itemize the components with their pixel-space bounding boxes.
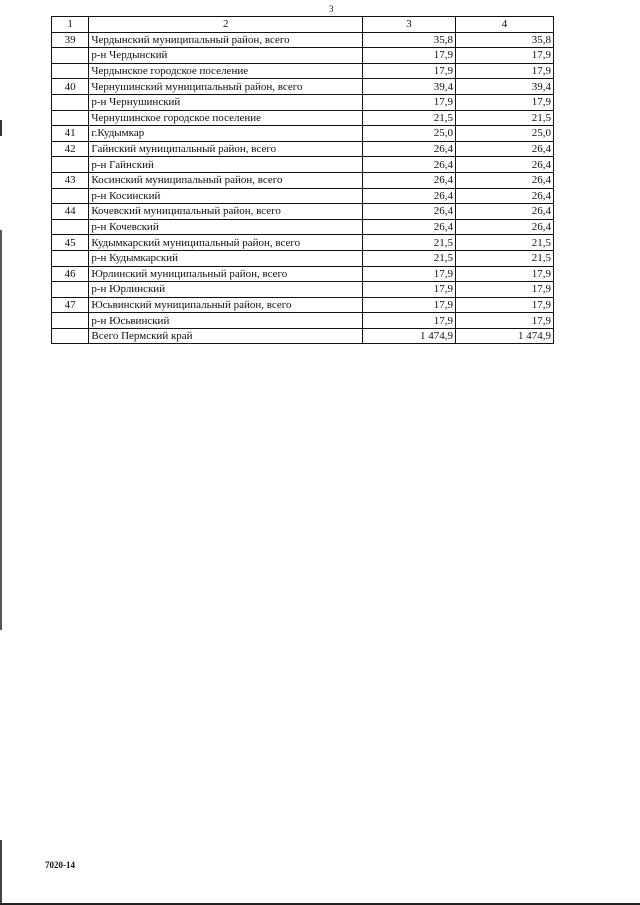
row-number — [52, 328, 89, 344]
table-row — [52, 63, 554, 79]
table-row — [52, 204, 554, 220]
row-name: Косинский муниципальный район, всего — [89, 172, 363, 188]
value-col4: 26,4 — [456, 219, 554, 235]
table-header — [52, 17, 554, 33]
value-col4: 26,4 — [456, 188, 554, 204]
value-col3: 39,4 — [363, 79, 456, 95]
value-col3: 35,8 — [363, 32, 456, 48]
row-number: 44 — [52, 204, 89, 220]
value-col4: 17,9 — [456, 63, 554, 79]
row-number — [52, 157, 89, 173]
value-col4: 1 474,9 — [456, 328, 554, 344]
value-col3: 17,9 — [363, 94, 456, 110]
row-name: Юрлинский муниципальный район, всего — [89, 266, 363, 282]
table-row — [52, 48, 554, 64]
value-col3: 26,4 — [363, 188, 456, 204]
value-col3: 26,4 — [363, 219, 456, 235]
value-col3: 17,9 — [363, 266, 456, 282]
value-col4: 26,4 — [456, 141, 554, 157]
header-row — [52, 17, 554, 33]
row-number: 42 — [52, 141, 89, 157]
value-col3: 21,5 — [363, 110, 456, 126]
row-name: р-н Юрлинский — [89, 282, 363, 298]
table-row — [52, 126, 554, 142]
row-name: р-н Кудымкарский — [89, 250, 363, 266]
row-name: р-н Юсьвинский — [89, 313, 363, 329]
table-row — [52, 141, 554, 157]
row-name: Чернушинский муниципальный район, всего — [89, 79, 363, 95]
row-name: Кочевский муниципальный район, всего — [89, 204, 363, 220]
value-col3: 17,9 — [363, 282, 456, 298]
value-col4: 17,9 — [456, 94, 554, 110]
value-col3: 21,5 — [363, 235, 456, 251]
value-col4: 17,9 — [456, 48, 554, 64]
row-number: 40 — [52, 79, 89, 95]
value-col3: 17,9 — [363, 297, 456, 313]
value-col3: 17,9 — [363, 313, 456, 329]
table-row — [52, 297, 554, 313]
value-col4: 35,8 — [456, 32, 554, 48]
row-name: Юсьвинский муниципальный район, всего — [89, 297, 363, 313]
table-row — [52, 313, 554, 329]
column-header: 1 — [52, 17, 89, 33]
row-number: 47 — [52, 297, 89, 313]
page-number: 3 — [329, 4, 334, 14]
table-row — [52, 219, 554, 235]
value-col4: 21,5 — [456, 235, 554, 251]
value-col3: 26,4 — [363, 172, 456, 188]
row-number — [52, 282, 89, 298]
value-col3: 17,9 — [363, 63, 456, 79]
table-row — [52, 94, 554, 110]
table-row — [52, 235, 554, 251]
value-col3: 26,4 — [363, 141, 456, 157]
row-name: Чердынский муниципальный район, всего — [89, 32, 363, 48]
row-number: 46 — [52, 266, 89, 282]
document-code: 7020-14 — [45, 860, 75, 870]
value-col4: 17,9 — [456, 282, 554, 298]
value-col4: 21,5 — [456, 250, 554, 266]
row-name: Всего Пермский край — [89, 328, 363, 344]
row-name: р-н Чернушинский — [89, 94, 363, 110]
row-number: 45 — [52, 235, 89, 251]
row-number — [52, 63, 89, 79]
row-number — [52, 48, 89, 64]
table-row — [52, 79, 554, 95]
row-name: р-н Гайнский — [89, 157, 363, 173]
row-name: р-н Кочевский — [89, 219, 363, 235]
value-col3: 26,4 — [363, 204, 456, 220]
table-row — [52, 32, 554, 48]
data-table — [51, 16, 554, 344]
row-name: Чердынское городское поселение — [89, 63, 363, 79]
row-number — [52, 219, 89, 235]
row-name: Чернушинское городское поселение — [89, 110, 363, 126]
table-body — [52, 32, 554, 344]
column-header: 3 — [363, 17, 456, 33]
value-col4: 26,4 — [456, 157, 554, 173]
table-row — [52, 250, 554, 266]
row-number: 41 — [52, 126, 89, 142]
row-number: 39 — [52, 32, 89, 48]
row-number: 43 — [52, 172, 89, 188]
value-col3: 17,9 — [363, 48, 456, 64]
value-col4: 17,9 — [456, 313, 554, 329]
table-row — [52, 110, 554, 126]
row-name: р-н Чердынский — [89, 48, 363, 64]
value-col4: 25,0 — [456, 126, 554, 142]
row-number — [52, 250, 89, 266]
value-col4: 26,4 — [456, 172, 554, 188]
table-row — [52, 282, 554, 298]
value-col4: 39,4 — [456, 79, 554, 95]
table-row — [52, 172, 554, 188]
value-col4: 17,9 — [456, 297, 554, 313]
scan-edge-mark — [0, 840, 2, 905]
table-row — [52, 266, 554, 282]
value-col3: 21,5 — [363, 250, 456, 266]
table-row — [52, 157, 554, 173]
scan-edge-mark — [0, 230, 2, 630]
row-name: Кудымкарский муниципальный район, всего — [89, 235, 363, 251]
row-number — [52, 94, 89, 110]
value-col3: 25,0 — [363, 126, 456, 142]
value-col4: 17,9 — [456, 266, 554, 282]
row-name: Гайнский муниципальный район, всего — [89, 141, 363, 157]
value-col4: 21,5 — [456, 110, 554, 126]
value-col3: 26,4 — [363, 157, 456, 173]
row-name: г.Кудымкар — [89, 126, 363, 142]
table-row — [52, 188, 554, 204]
scan-edge-mark — [0, 120, 2, 136]
value-col4: 26,4 — [456, 204, 554, 220]
row-name: р-н Косинский — [89, 188, 363, 204]
column-header: 2 — [89, 17, 363, 33]
value-col3: 1 474,9 — [363, 328, 456, 344]
row-number — [52, 313, 89, 329]
table-row — [52, 328, 554, 344]
column-header: 4 — [456, 17, 554, 33]
row-number — [52, 188, 89, 204]
row-number — [52, 110, 89, 126]
